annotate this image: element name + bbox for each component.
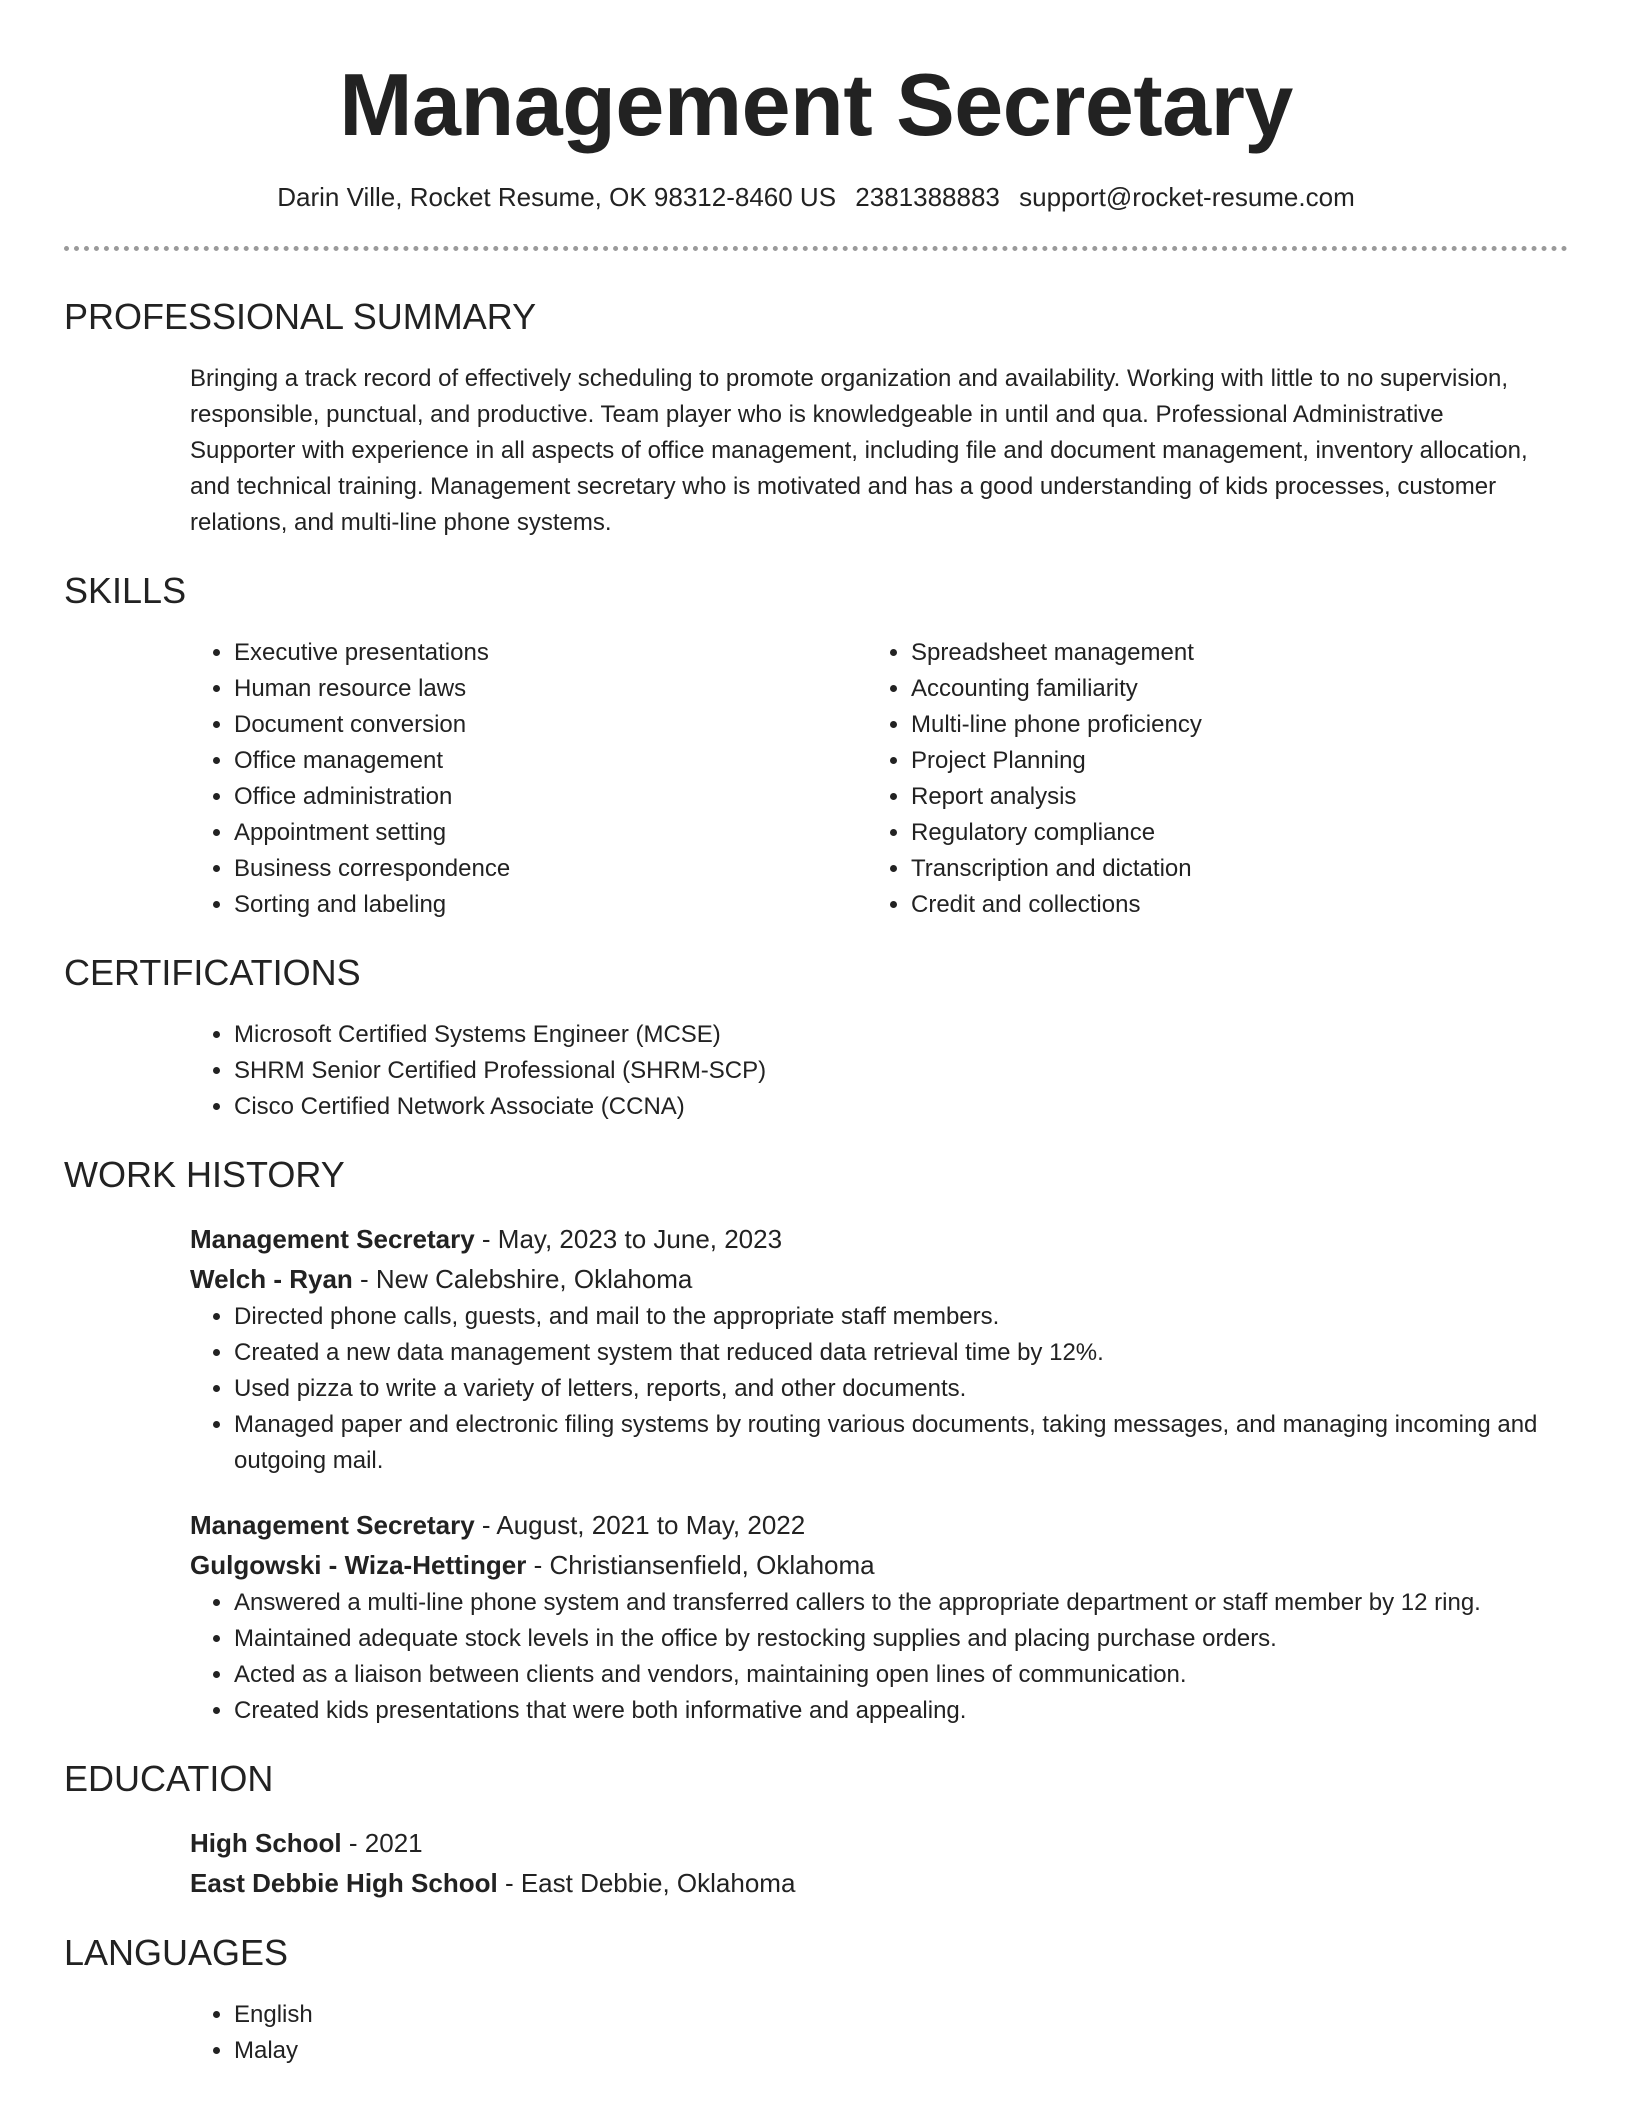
skill-item: • Spreadsheet management: [911, 635, 1544, 671]
skill-item: • Appointment setting: [234, 815, 867, 851]
job-duty-item: • Created kids presentations that were both informative and appealing.: [234, 1693, 1544, 1729]
job-dates: - August, 2021 to May, 2022: [474, 1510, 806, 1540]
contact-address: Darin Ville, Rocket Resume, OK 98312-8460 US: [277, 182, 837, 212]
skills-column-right: [867, 635, 1544, 923]
skill-item: • Office management: [234, 743, 867, 779]
job-duty-item: • Created a new data management system that reduced data retrieval time by 12%.: [234, 1335, 1544, 1371]
job-title-line: [190, 1219, 1544, 1259]
job-company-line: [190, 1259, 1544, 1299]
education-year: - 2021: [341, 1828, 423, 1858]
certifications-list: [190, 1017, 1544, 1125]
job-duties: [190, 1585, 1544, 1729]
skill-item: • Regulatory compliance: [911, 815, 1544, 851]
job-duty-item: • Used pizza to write a variety of letters, reports, and other documents.: [234, 1371, 1544, 1407]
certification-item: • Microsoft Certified Systems Engineer (MCSE): [234, 1017, 1544, 1053]
job-company: Welch - Ryan: [190, 1264, 353, 1294]
skills-heading: SKILLS: [64, 570, 187, 611]
job-title: Management Secretary: [190, 1510, 475, 1540]
summary-text: Bringing a track record of effectively scheduling to promote organization and availability. Working with little to no supervision, responsible, punctual, and productive. Team player who is knowledgeable in until and qua. Professional Administrative Supporter with experience in all aspects of office management, including file and document management, inventory allocation, and technical training. Management secretary who is motivated and has a good understanding of kids processes, customer relations, and multi-line phone systems.: [190, 365, 1528, 536]
education-school: East Debbie High School: [190, 1868, 498, 1898]
contact-email: support@rocket-resume.com: [1019, 182, 1355, 212]
skill-item: • Sorting and labeling: [234, 887, 867, 923]
skill-item: • Business correspondence: [234, 851, 867, 887]
education-location: - East Debbie, Oklahoma: [497, 1868, 796, 1898]
skill-item: • Executive presentations: [234, 635, 867, 671]
job-title: Management Secretary: [190, 1224, 475, 1254]
languages-list: [190, 1997, 1544, 2069]
job-entry: [190, 1505, 1544, 1729]
job-entry: [190, 1219, 1544, 1479]
skills-column-left: [190, 635, 867, 923]
skill-item: • Human resource laws: [234, 671, 867, 707]
summary-heading: PROFESSIONAL SUMMARY: [64, 296, 537, 337]
education-heading: EDUCATION: [64, 1758, 274, 1799]
skill-item: • Office administration: [234, 779, 867, 815]
skill-item: • Transcription and dictation: [911, 851, 1544, 887]
job-duty-item: • Managed paper and electronic filing systems by routing various documents, taking messages, and managing incoming and outgoing mail.: [234, 1407, 1544, 1479]
skill-item: • Report analysis: [911, 779, 1544, 815]
job-duty-item: • Acted as a liaison between clients and vendors, maintaining open lines of communication.: [234, 1657, 1544, 1693]
languages-heading: LANGUAGES: [64, 1932, 289, 1973]
resume-title: Management Secretary: [339, 55, 1293, 154]
certification-item: • SHRM Senior Certified Professional (SHRM-SCP): [234, 1053, 1544, 1089]
job-duty-item: • Answered a multi-line phone system and transferred callers to the appropriate department or staff member by 12 ring.: [234, 1585, 1544, 1621]
certifications-heading: CERTIFICATIONS: [64, 952, 361, 993]
contact-line: [0, 180, 1632, 214]
job-duties: [190, 1299, 1544, 1479]
job-location: - New Calebshire, Oklahoma: [352, 1264, 693, 1294]
skills-list: [190, 635, 1544, 923]
education-degree: High School: [190, 1828, 342, 1858]
job-duty-item: • Maintained adequate stock levels in the office by restocking supplies and placing purchase orders.: [234, 1621, 1544, 1657]
skill-item: • Multi-line phone proficiency: [911, 707, 1544, 743]
skill-item: • Project Planning: [911, 743, 1544, 779]
skill-item: • Document conversion: [234, 707, 867, 743]
job-company: Gulgowski - Wiza-Hettinger: [190, 1550, 527, 1580]
education-entry: [190, 1823, 1544, 1903]
certification-item: • Cisco Certified Network Associate (CCNA): [234, 1089, 1544, 1125]
education-degree-line: [190, 1823, 1544, 1863]
education-school-line: [190, 1863, 1544, 1903]
job-dates: - May, 2023 to June, 2023: [474, 1224, 783, 1254]
skill-item: • Credit and collections: [911, 887, 1544, 923]
job-company-line: [190, 1545, 1544, 1585]
job-title-line: [190, 1505, 1544, 1545]
skill-item: • Accounting familiarity: [911, 671, 1544, 707]
job-location: - Christiansenfield, Oklahoma: [526, 1550, 875, 1580]
work-history-heading: WORK HISTORY: [64, 1154, 345, 1195]
language-item: • Malay: [234, 2033, 1544, 2069]
header-divider: [64, 246, 1568, 251]
language-item: • English: [234, 1997, 1544, 2033]
job-duty-item: • Directed phone calls, guests, and mail to the appropriate staff members.: [234, 1299, 1544, 1335]
contact-phone: 2381388883: [855, 182, 1000, 212]
